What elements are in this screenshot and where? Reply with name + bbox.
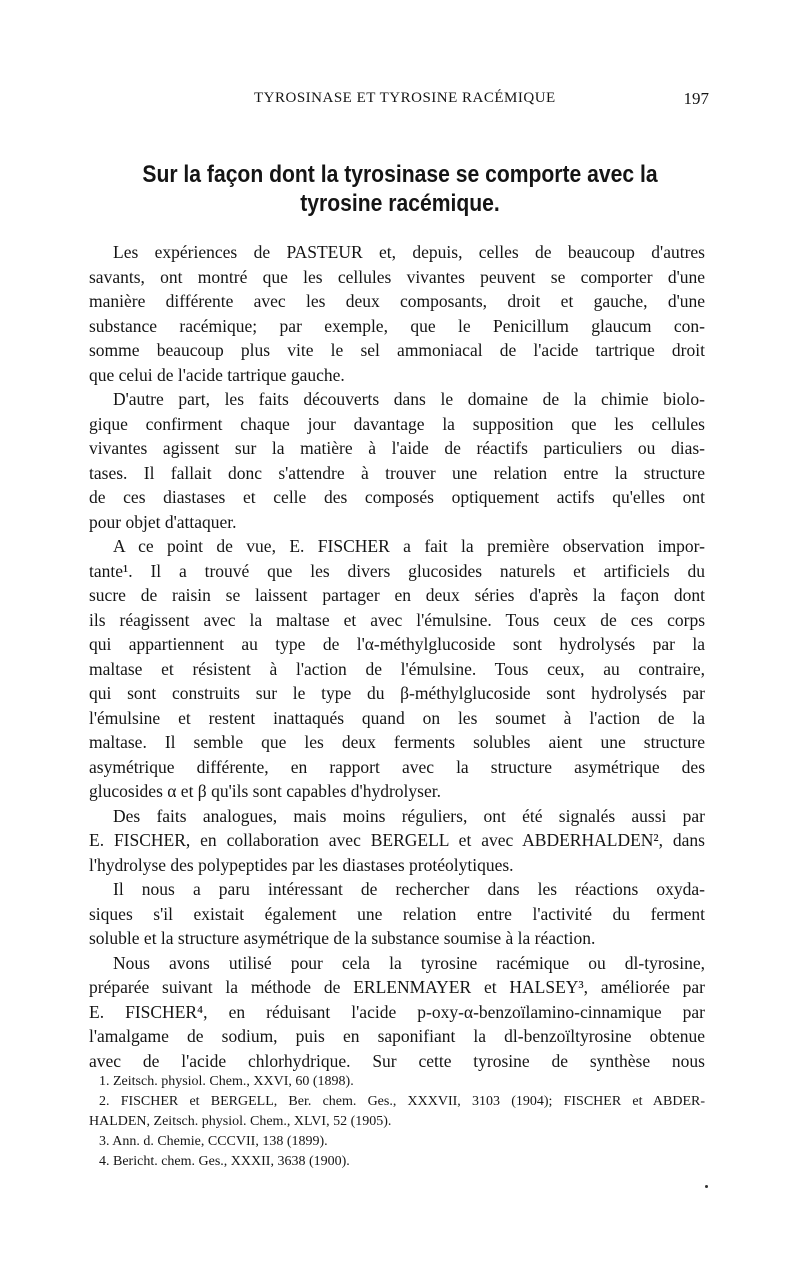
body-line: que celui de l'acide tartrique gauche. xyxy=(89,364,345,385)
body-line: soluble et la structure asymétrique de la substance soumise à la réaction. xyxy=(89,928,596,948)
body-line: D'autre part, les faits découverts dans le domaine de la chimie biolo- xyxy=(113,389,705,409)
page-number: 197 xyxy=(683,89,709,108)
body-line: l'émulsine et restent inattaqués quand on les soumet à l'action de la xyxy=(89,707,705,728)
running-head: TYROSINASE ET TYROSINE RACÉMIQUE xyxy=(254,90,556,106)
body-line: maltase et résistent à l'action de l'émulsine. Tous ceux, au contraire, xyxy=(89,658,705,679)
body-line: tante¹. Il a trouvé que les divers glucosides naturels et artificiels du xyxy=(89,560,705,581)
body-line: manière différente avec les deux composants, droit et gauche, d'une xyxy=(89,291,705,311)
body-line: gique confirment chaque jour davantage la supposition que les cellules xyxy=(89,413,705,434)
footnote-continuation: HALDEN, Zeitsch. physiol. Chem., XLVI, 52 (1905). xyxy=(89,1114,392,1129)
body-line: glucosides α et β qu'ils sont capables d'hydrolyser. xyxy=(89,781,441,801)
article-title xyxy=(136,160,664,218)
body-line: vivantes agissent sur la matière à l'aide de réactifs particuliers ou dias- xyxy=(89,438,705,458)
body-line: Nous avons utilisé pour cela la tyrosine racémique ou dl-tyrosine, xyxy=(113,952,705,973)
body-line: somme beaucoup plus vite le sel ammoniacal de l'acide tartrique droit xyxy=(89,340,705,360)
body-line: de ces diastases et celle des composés optiquement actifs qu'elles ont xyxy=(89,487,705,507)
body-line: pour objet d'attaquer. xyxy=(89,511,237,532)
body-line: Les expériences de PASTEUR et, depuis, celles de beaucoup d'autres xyxy=(113,242,705,262)
body-line: l'hydrolyse des polypeptides par les diastases protéolytiques. xyxy=(89,854,514,875)
footnotes xyxy=(89,1072,705,1172)
body-line: E. FISCHER, en collaboration avec BERGELL et avec ABDERHALDEN², dans xyxy=(89,830,705,850)
footnote: 3. Ann. d. Chemie, CCCVII, 138 (1899). xyxy=(99,1134,328,1149)
body-line: qui sont construits sur le type du β-méthylglucoside sont hydrolysés par xyxy=(89,683,705,703)
body-line: maltase. Il semble que les deux ferments solubles aient une structure xyxy=(89,732,705,752)
body-line: Des faits analogues, mais moins réguliers, ont été signalés aussi par xyxy=(113,805,705,826)
body-line: savants, ont montré que les cellules vivantes peuvent se comporter d'une xyxy=(89,266,705,287)
body-line: avec de l'acide chlorhydrique. Sur cette tyrosine de synthèse nous xyxy=(89,1050,705,1071)
title-line: tyrosine racémique. xyxy=(300,190,500,217)
body-line: asymétrique différente, en rapport avec la structure asymétrique des xyxy=(89,756,705,777)
body-line: siques s'il existait également une relation entre l'activité du ferment xyxy=(89,903,705,924)
body-line: ils réagissent avec la maltase et avec l'émulsine. Tous ceux de ces corps xyxy=(89,609,705,630)
ink-speck-decoration xyxy=(705,1185,708,1188)
footnote: 2. FISCHER et BERGELL, Ber. chem. Ges., XXXVII, 3103 (1904); FISCHER et ABDER- xyxy=(99,1094,705,1109)
footnote: 1. Zeitsch. physiol. Chem., XXVI, 60 (1898). xyxy=(99,1074,354,1089)
body-line: tases. Il fallait donc s'attendre à trouver une relation entre la structure xyxy=(89,462,705,483)
footnote: 4. Bericht. chem. Ges., XXXII, 3638 (1900). xyxy=(99,1154,350,1169)
body-line: l'amalgame de sodium, puis en saponifiant la dl-benzoïltyrosine obtenue xyxy=(89,1026,705,1046)
body-line: substance racémique; par exemple, que le Penicillum glaucum con- xyxy=(89,315,705,336)
body-text xyxy=(89,240,705,1073)
body-line: préparée suivant la méthode de ERLENMAYER et HALSEY³, améliorée par xyxy=(89,977,705,997)
title-line: Sur la façon dont la tyrosinase se comporte avec la xyxy=(142,161,658,188)
body-line: Il nous a paru intéressant de rechercher dans les réactions oxyda- xyxy=(113,879,705,899)
body-line: qui appartiennent au type de l'α-méthylglucoside sont hydrolysés par la xyxy=(89,634,705,654)
body-line: sucre de raisin se laissent partager en deux séries d'après la façon dont xyxy=(89,585,705,605)
body-line: A ce point de vue, E. FISCHER a fait la première observation impor- xyxy=(113,536,705,556)
body-line: E. FISCHER⁴, en réduisant l'acide p-oxy-α-benzoïlamino-cinnamique par xyxy=(89,1001,705,1022)
